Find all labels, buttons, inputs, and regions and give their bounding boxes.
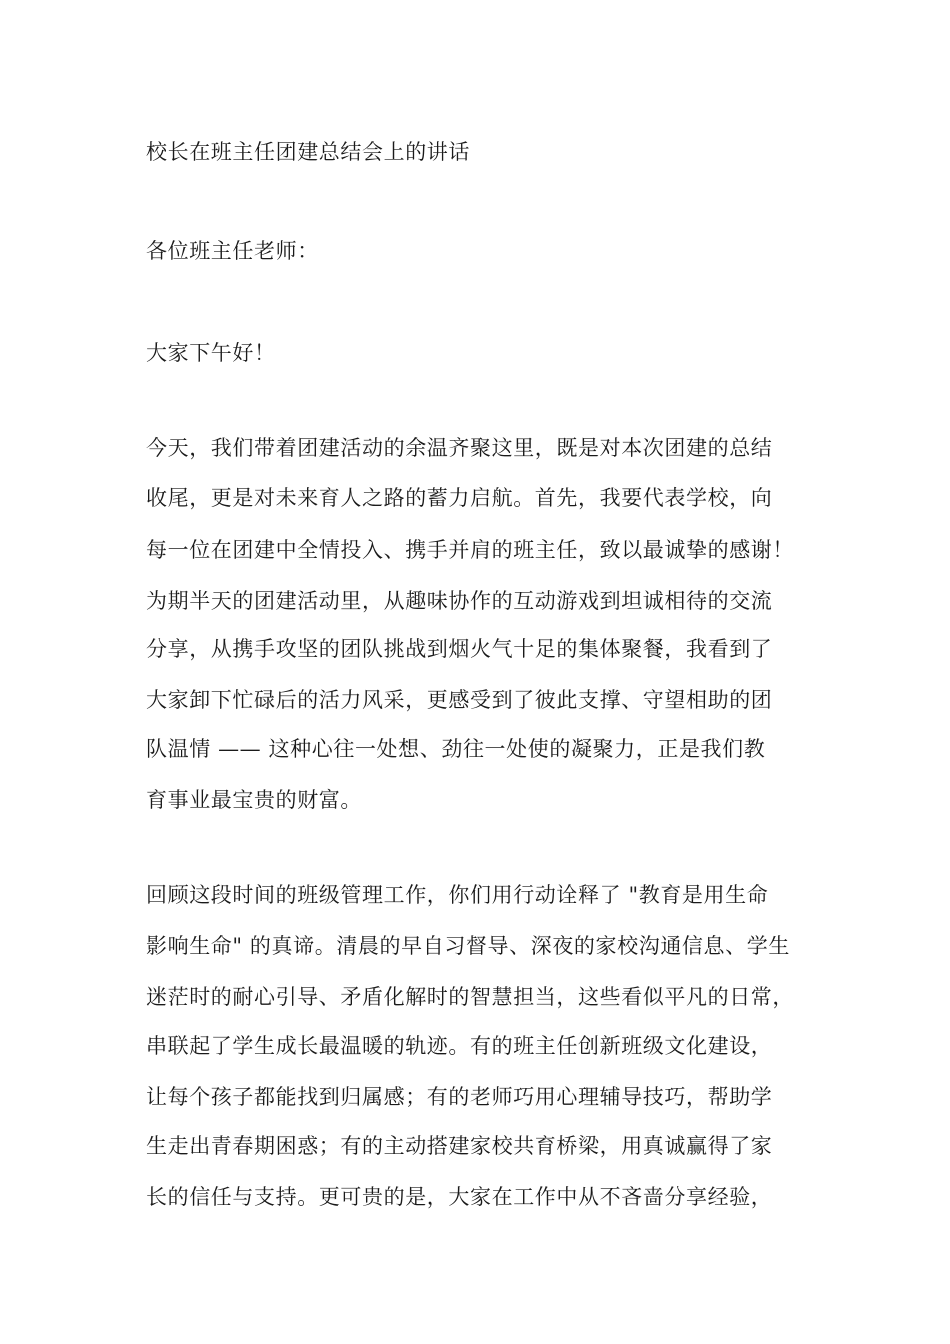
- document-title: 校长在班主任团建总结会上的讲话: [146, 140, 470, 164]
- paragraph-line: 分享，从携手攻坚的团队挑战到烟火气十足的集体聚餐，我看到了: [146, 637, 773, 661]
- paragraph-line: 生走出青春期困惑；有的主动搭建家校共育桥梁，用真诚赢得了家: [146, 1134, 773, 1158]
- paragraph-line: 大家卸下忙碌后的活力风采，更感受到了彼此支撑、守望相助的团: [146, 688, 773, 712]
- salutation: 各位班主任老师：: [146, 239, 319, 263]
- paragraph-line: 让每个孩子都能找到归属感；有的老师巧用心理辅导技巧，帮助学: [146, 1085, 773, 1109]
- paragraph-line: 长的信任与支持。更可贵的是，大家在工作中从不吝啬分享经验，: [146, 1185, 773, 1209]
- paragraph-line: 为期半天的团建活动里，从趣味协作的互动游戏到坦诚相待的交流: [146, 589, 773, 613]
- paragraph-line: 串联起了学生成长最温暖的轨迹。有的班主任创新班级文化建设，: [146, 1034, 773, 1058]
- paragraph-line: 育事业最宝贵的财富。: [146, 788, 362, 812]
- paragraph-line: 迷茫时的耐心引导、矛盾化解时的智慧担当，这些看似平凡的日常，: [146, 985, 794, 1009]
- paragraph-line: 队温情 —— 这种心往一处想、劲往一处使的凝聚力，正是我们教: [146, 737, 766, 761]
- paragraph-line: 收尾，更是对未来育人之路的蓄力启航。首先，我要代表学校，向: [146, 486, 773, 510]
- paragraph-line: 回顾这段时间的班级管理工作，你们用行动诠释了 "教育是用生命: [146, 883, 769, 907]
- paragraph-line: 每一位在团建中全情投入、携手并肩的班主任，致以最诚挚的感谢！: [146, 538, 794, 562]
- paragraph-line: 今天，我们带着团建活动的余温齐聚这里，既是对本次团建的总结: [146, 436, 773, 460]
- greeting: 大家下午好！: [146, 341, 276, 365]
- paragraph-line: 影响生命" 的真谛。清晨的早自习督导、深夜的家校沟通信息、学生: [146, 934, 790, 958]
